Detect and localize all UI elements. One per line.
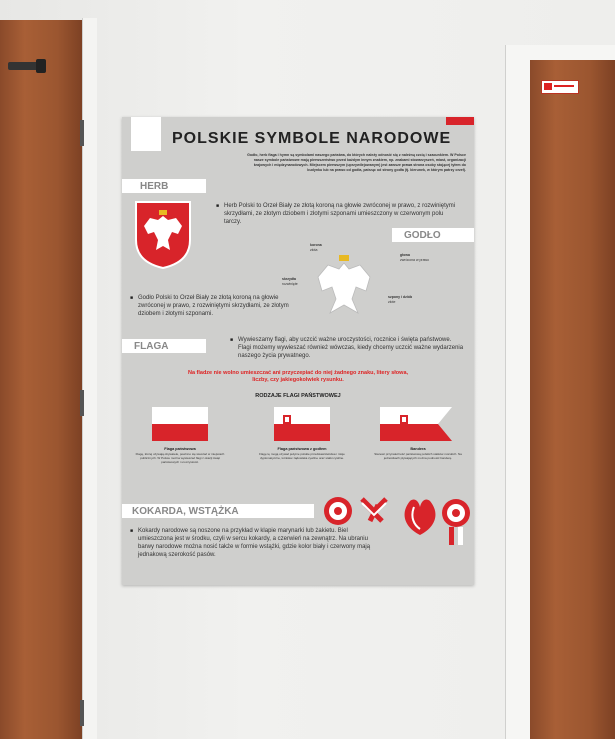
flaga-label-bar — [122, 339, 206, 353]
kokarda-text: ■ Kokardy narodowe są noszone na przykład w klapie marynarki lub żakietu. Biel umieszczona jest w środku, czyli w sercu kokardy, a czerwień na zewnątrz. Na ubraniu barwy narodowe można nosić także w formie wstążki, gdzie kolor biały i czerwony mają jednakową szerokość pasów. — [138, 527, 374, 559]
ensign-flag-icon — [380, 407, 452, 441]
intro-text: Godło, herb flaga i hymn są symbolami naszego państwa, do których należy odnosić się z należną czcią i szacunkiem. W Polsce nasze symbole państwowe mają pierwszeństwo przed każdym innym znakiem, np. znakami stowarzyszeń, miast, organizacji krajowych i międzynarodowych. Miejscem pierwszym (uprzywilejowanym) jest zawsze prawa strona osoby stojącej tyłem do budynku lub na prawo od godła, patrząc od strony godła (tj. kierunek, w którym patrzy orzeł). — [247, 153, 466, 172]
exit-sign — [541, 80, 579, 94]
eagle-icon — [314, 251, 374, 323]
part-label: korona złota — [310, 243, 322, 252]
poster — [122, 117, 474, 585]
flag-types-title: RODZAJE FLAGI PAŃSTWOWEJ — [255, 393, 341, 399]
flag-with-emblem-icon — [274, 407, 330, 441]
herb-text: ■ Herb Polski to Orzeł Biały ze złotą koroną na głowie zwróconej w prawo, z rozwiniętymi skrzydłami, ze złotym dziobem i złotymi szponami umieszczony w czerwonym polu tarczy. — [224, 202, 460, 226]
coat-of-arms-icon — [134, 200, 192, 270]
kokarda-label: KOKARDA, WSTĄŻKA — [132, 506, 239, 517]
door-hinge — [80, 390, 84, 416]
part-label: szpony i dziób złote — [388, 295, 413, 304]
flag-type-desc: Stanowi przynależność państwową polskich statków morskich. Na jednostkach pływających można podnosić banderę. — [374, 452, 462, 460]
herb-label: HERB — [140, 181, 169, 192]
godlo-label-bar — [392, 228, 474, 242]
flag-type-desc: Flagę, której używają obywatele, powinno się wieszać w miejscach publicznych. W Polsce można wywieszać flagi z okazji świąt państwowych i uroczystości. — [135, 452, 225, 464]
door-handle — [8, 62, 42, 70]
part-label: głowa zwrócona w prawo — [400, 253, 429, 262]
godlo-label: GODŁO — [404, 230, 441, 241]
flag-icon — [152, 407, 208, 441]
flag-type-name: Flaga państwowa z godłem — [277, 447, 327, 451]
door-hinge — [80, 120, 84, 146]
flaga-text: ■ Wywieszamy flagi, aby uczcić ważne uroczystości, rocznice i święta państwowe. Flagi możemy wywieszać również wówczas, kiedy chcemy uczcić ważne wydarzenia naszego życia prywatnego. — [238, 336, 464, 360]
flag-type-name: Bandera — [410, 447, 426, 451]
right-door — [530, 60, 615, 739]
kokarda-label-bar — [122, 504, 314, 518]
flag-type-desc: Flagę tę mogą używać jedynie polskie przedstawicielstwa i misje dyplomatyczne, lotniska i lądowiska cywilne oraz statki cywilne. — [259, 452, 345, 460]
door-hinge — [80, 700, 84, 726]
part-label: skrzydła rozwinięte — [282, 277, 298, 286]
godlo-text: ■ Godło Polski to Orzeł Biały ze złotą koroną na głowie zwróconej w prawo, z rozwiniętymi skrzydłami, ze złotym dziobem i złotymi szponami. — [138, 294, 303, 318]
flaga-label: FLAGA — [134, 341, 169, 352]
poster-title: POLSKIE SYMBOLE NARODOWE — [172, 130, 452, 147]
herb-label-bar — [122, 179, 206, 193]
corner-decoration-red — [446, 117, 474, 125]
left-door — [0, 20, 82, 739]
corner-decoration — [131, 117, 161, 151]
flag-warning: Na fladze nie wolno umieszczać ani przyczepiać do niej żadnego znaku, litery słowa, liczby, czy jakiegokolwiek rysunku. — [187, 370, 409, 383]
flag-type-name: Flaga państwowa — [164, 447, 196, 451]
left-door-frame — [82, 18, 97, 739]
